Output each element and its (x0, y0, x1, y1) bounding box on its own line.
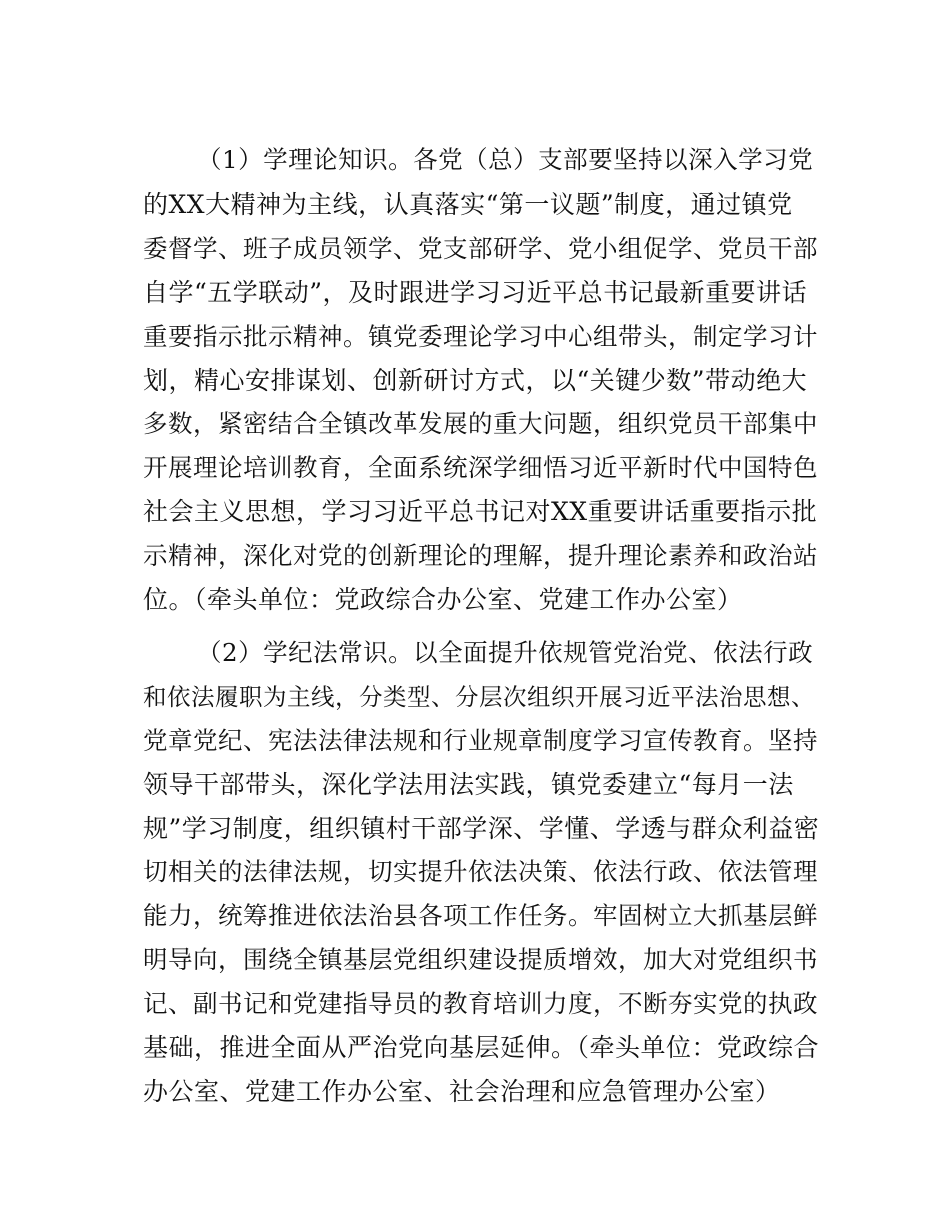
text-line: 切相关的法律法规，切实提升依法决策、依法行政、依法管理 (143, 857, 818, 886)
text-line: 和依法履职为主线，分类型、分层次组织开展习近平法治思想、 (143, 683, 815, 711)
text-line: 领导干部带头，深化学法用法实践，镇党委建立“每月一法 (143, 770, 794, 799)
text-line: 规”学习制度，组织镇村干部学深、学懂、学透与群众利益密 (143, 814, 820, 843)
text-line: 开展理论培训教育，全面系统深学细悟习近平新时代中国特色 (143, 453, 818, 482)
text-line: 社会主义思想，学习习近平总书记对XX重要讲话重要指示批 (143, 497, 818, 526)
text-line: 示精神，深化对党的创新理论的理解，提升理论素养和政治站 (143, 541, 818, 570)
text-line: 的XX大精神为主线，认真落实“第一议题”制度，通过镇党 (143, 190, 793, 219)
text-line: 划，精心安排谋划、创新研讨方式，以“关键少数”带动绝大 (143, 366, 808, 395)
text-line: 多数，紧密结合全镇改革发展的重大问题，组织党员干部集中 (143, 409, 818, 438)
text-line: 明导向，围绕全镇基层党组织建设提质增效，加大对党组织书 (143, 945, 818, 974)
text-line: 委督学、班子成员领学、党支部研学、党小组促学、党员干部 (143, 234, 818, 263)
text-line: 能力，统筹推进依法治县各项工作任务。牢固树立大抓基层鲜 (143, 901, 818, 930)
text-line: 重要指示批示精神。镇党委理论学习中心组带头，制定学习计 (143, 322, 818, 351)
text-line: 办公室、党建工作办公室、社会治理和应急管理办公室） (143, 1077, 781, 1106)
text-line: （2）学纪法常识。以全面提升依规管党治党、依法行政 (197, 638, 814, 667)
text-line: 位。（牵头单位：党政综合办公室、党建工作办公室） (143, 585, 743, 614)
text-line: 基础，推进全面从严治党向基层延伸。（牵头单位：党政综合 (143, 1033, 820, 1062)
text-line: 自学“五学联动”，及时跟进学习习近平总书记最新重要讲话 (143, 278, 808, 307)
text-line: 记、副书记和党建指导员的教育培训力度，不断夯实党的执政 (143, 989, 818, 1018)
text-line: 党章党纪、宪法法律法规和行业规章制度学习宣传教育。坚持 (143, 726, 818, 755)
text-line: （1）学理论知识。各党（总）支部要坚持以深入学习党 (197, 145, 814, 174)
